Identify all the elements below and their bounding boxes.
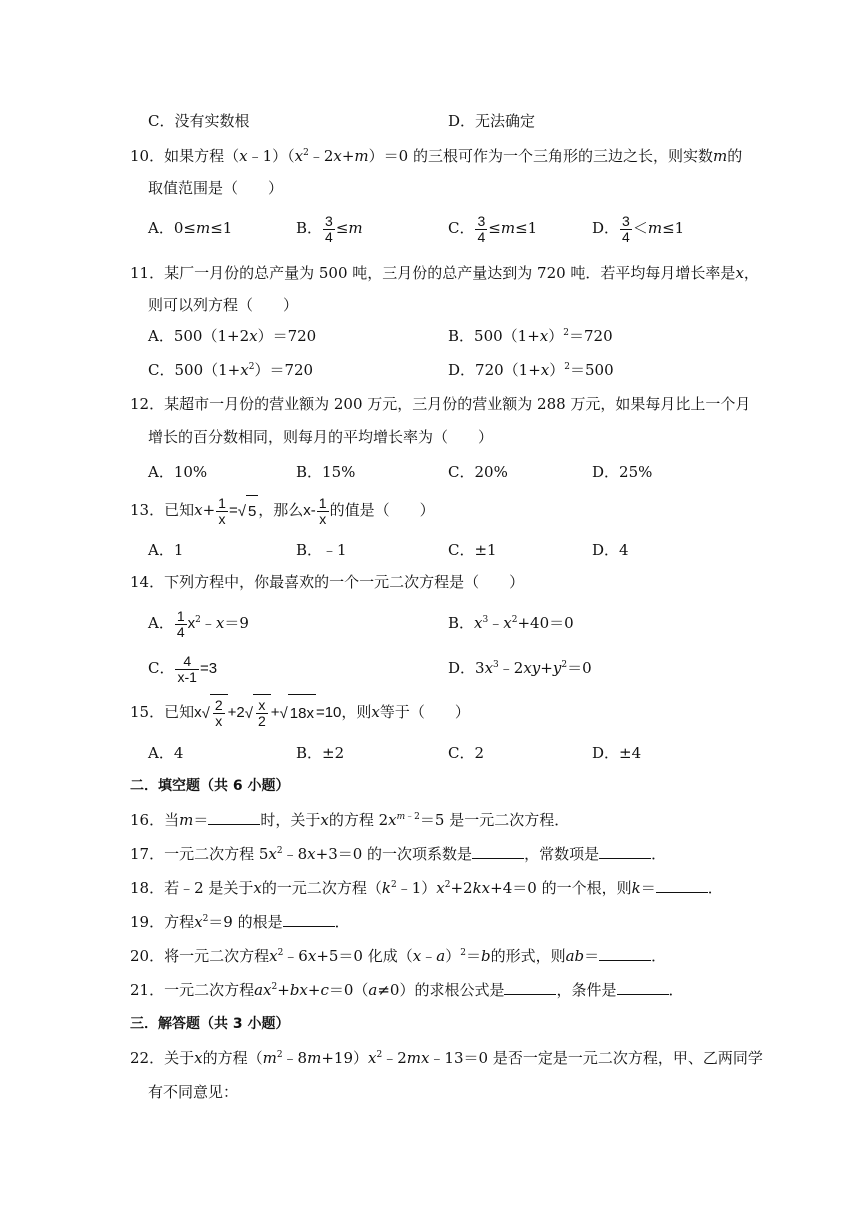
q15-option-b: B．±2 [296,744,345,762]
q11-stem-line1: 11．某厂一月份的总产量为 500 吨，三月份的总产量达到为 720 吨．若平均每月增长率是x， [130,264,759,282]
sqrt: √ 5 [238,495,259,528]
q16: 16．当m＝ 时，关于x的方程 $2x^{m﹣2}=5$ 是一元二次方程． [130,811,570,829]
answer-blank [617,980,669,995]
q12-option-c: C．20% [448,463,508,481]
q10-option-b: B． $\frac{3}{4}$ ≤m [296,212,363,245]
fraction: $\frac{2}{x}$ [214,697,223,730]
q10-option-c: C． $\frac{3}{4}$ ≤m≤1 [448,212,538,245]
sqrt: √ $\frac{2}{x}$ [202,694,228,733]
q15-option-d: D．±4 [592,744,642,762]
q12-stem-line1: 12．某超市一月份的营业额为 200 万元，三月份的营业额为 288 万元，如果每月比上一个月 [130,395,751,413]
answer-blank [656,878,708,893]
q18: 18．若﹣2 是关于x的一元二次方程$(k^2﹣1)x^2+2kx+4=0$ 的一个根，则k＝ ． [130,879,723,897]
fraction: $\frac{3}{4}$ [325,212,333,245]
q21: 21．一元二次方程$ax^2+bx+c=0(a\ne 0)$的求根公式是 ，条件是 ． [130,981,684,999]
section-heading-fill-in: 二．填空题（共 6 小题） [130,778,290,794]
q11-option-c: C．$500(1+x^2)=720$ [148,361,314,379]
q11-option-a: A．500（1+2x）＝720 [148,327,317,345]
fraction: $\frac{3}{4}$ [477,212,486,245]
answer-blank [472,844,524,859]
q17: 17．一元二次方程 $5x^2﹣8x+3=0$ 的一次项系数是 ，常数项是 ． [130,845,667,863]
q15-stem: 15．已知x√ $\frac{2}{x}$ +2√ $\frac{x}{2}$ +√ 18x =10，则x等于（ ） [130,693,470,733]
sqrt: √ $\frac{x}{2}$ [245,694,271,733]
q10-option-a: A．0≤m≤1 [148,219,233,237]
q13-option-c: C．±1 [448,541,497,559]
q12-stem-line2: 增长的百分数相同，则每月的平均增长率为（ ） [148,428,494,446]
q14-option-d: D．$3x^3﹣2xy+y^2=0$ [448,659,592,677]
q14-option-c: C． $\frac{4}{x-1}$ =3 [148,652,218,685]
q12-option-d: D．25% [592,463,653,481]
q12-option-a: A．10% [148,463,208,481]
answer-blank [504,980,556,995]
fraction: $\frac{1}{x}$ [218,494,226,527]
q10-stem-line2: 取值范围是（ ） [148,179,284,197]
fraction: $\frac{1}{x}$ [318,494,327,527]
q22-line2: 有不同意见： [148,1083,239,1101]
sqrt: √ 18x [280,694,316,733]
q14-option-b: B．$x^3﹣x^2+40=0$ [448,614,574,632]
q19: 19．方程$x^2=9$ 的根是 ． [130,913,350,931]
q13-option-d: D．4 [592,541,629,559]
fraction: $\frac{x}{2}$ [257,697,266,730]
q14-option-a: A． $\frac{1}{4}$ $x^2﹣x=9$ [148,607,249,640]
q9-option-c: C．没有实数根 [148,112,250,130]
answer-blank [283,912,335,927]
q13-option-a: A．1 [148,541,184,559]
fraction: $\frac{1}{4}$ [176,607,185,640]
answer-blank [599,946,651,961]
answer-blank [599,844,651,859]
q9-option-d: D．无法确定 [448,112,536,130]
answer-blank [208,810,260,825]
q11-option-b: B．$500(1+x)^2=720$ [448,327,613,345]
q10-option-d: D． $\frac{3}{4}$ ＜m≤1 [592,212,685,245]
q11-option-d: D．$720(1+x)^2=500$ [448,361,614,379]
q13-stem: 13．已知x+ $\frac{1}{x}$ =√ 5 ，那么x- $\frac{1}{x}$ 的值是（ ） [130,494,435,527]
q11-stem-line2: 则可以列方程（ ） [148,296,299,314]
fraction: $\frac{4}{x-1}$ [177,652,197,685]
q13-option-b: B．﹣1 [296,541,347,559]
q10-stem-line1: 10．如果方程$(x﹣1)(x^2﹣2x+m)=0$ 的三根可作为一个三角形的三边之长，则实数m的 [130,147,743,165]
q14-stem: 14．下列方程中，你最喜欢的一个一元二次方程是（ ） [130,573,525,591]
q20: 20．将一元二次方程$x^2﹣6x+5=0$ 化成（x﹣a）$^2$＝b的形式，则ab＝ ． [130,947,667,965]
q22-line1: 22．关于x的方程$(m^2﹣8m+19)x^2﹣2mx﹣13=0$ 是否一定是一元二次方程，甲、乙两同学 [130,1049,763,1067]
q12-option-b: B．15% [296,463,356,481]
q15-option-c: C．2 [448,744,485,762]
q15-option-a: A．4 [148,744,184,762]
section-heading-solutions: 三．解答题（共 3 小题） [130,1016,290,1032]
fraction: $\frac{3}{4}$ [622,212,630,245]
